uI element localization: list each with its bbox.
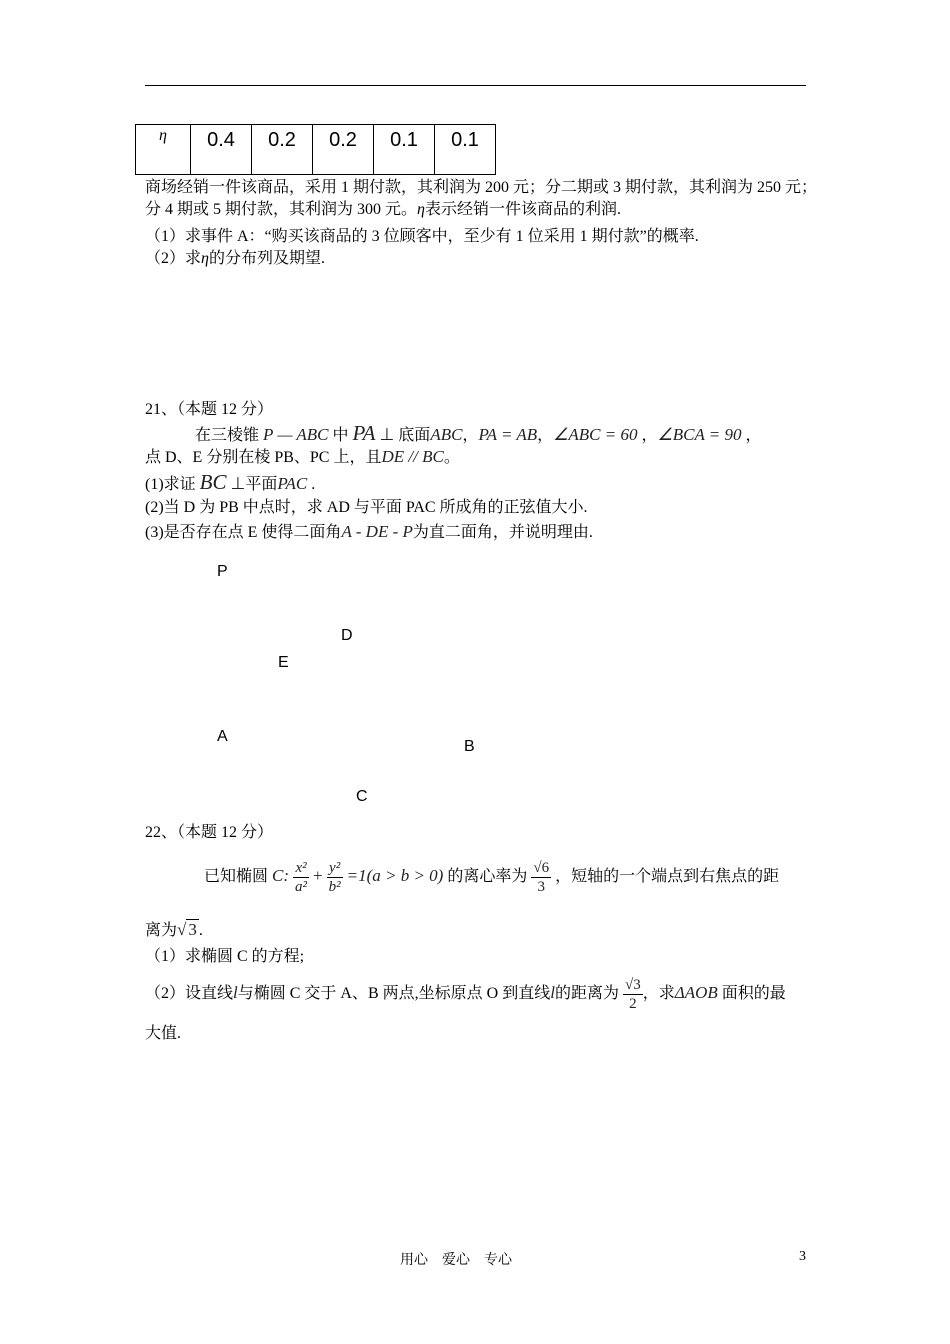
q21-l1-c: 底面 bbox=[398, 427, 431, 444]
q22-l1-d: ，短轴的一个端点到右焦点的距 bbox=[555, 868, 780, 885]
q20-line1: 商场经销一件该商品，采用 1 期付款，其利润为 200 元；分二期或 3 期付款，其利润为 250 元； bbox=[145, 179, 818, 196]
q21-l3-a: (1)求证 bbox=[145, 476, 196, 493]
table-row bbox=[136, 125, 496, 175]
q21-line4: (2)当 D 为 PB 中点时，求 AD 与平面 PAC 所成角的正弦值大小. bbox=[145, 499, 588, 516]
q22-p2-b: 与椭圆 C 交于 A、B 两点,坐标原点 O 到直线 bbox=[237, 985, 551, 1002]
figure-label-p: P bbox=[217, 563, 228, 580]
q21-l3-b: 平面 bbox=[245, 476, 278, 493]
table-cell: 0.2 bbox=[252, 125, 313, 175]
q20-line2-b: 表示经销一件该商品的利润. bbox=[424, 201, 621, 218]
eta-symbol: η bbox=[201, 250, 209, 267]
q22-part1: （1）求椭圆 C 的方程; bbox=[145, 948, 305, 965]
q21-l2-a: 点 D、E 分别在棱 PB、PC 上，且 bbox=[145, 449, 382, 466]
math-c: C: bbox=[272, 866, 290, 885]
table-cell: 0.2 bbox=[313, 125, 374, 175]
q20-part2 bbox=[145, 248, 325, 270]
math-pac: PAC bbox=[277, 474, 308, 493]
distance-fraction: $\frac{√3}{2}$ bbox=[624, 976, 641, 1012]
q21-l1-e: ， bbox=[537, 427, 554, 444]
q22-l1-b: 的离心率为 bbox=[447, 868, 528, 885]
q22-part2 bbox=[145, 975, 786, 1013]
figure-label-e: E bbox=[278, 654, 289, 671]
q22-p2-e: 面积的最 bbox=[721, 985, 786, 1002]
math-angle-bca: ∠BCA = 90 bbox=[657, 425, 742, 444]
table-cell: 0.1 bbox=[374, 125, 435, 175]
q21-line5 bbox=[145, 521, 593, 544]
q22-p2-a: （2）设直线 bbox=[145, 985, 234, 1002]
q21-l5-b: 为直二面角，并说明理由. bbox=[412, 524, 593, 541]
table-label: η bbox=[136, 125, 191, 175]
q21-l1-f: ， bbox=[641, 427, 658, 444]
eta-symbol: η bbox=[417, 201, 425, 218]
math-bc: BC bbox=[199, 470, 227, 494]
q20-part2-b: 的分布列及期望. bbox=[208, 250, 325, 267]
q20-part2-a: （2）求 bbox=[145, 250, 202, 267]
q22-l2-b: . bbox=[198, 922, 203, 939]
q21-l1-g: ， bbox=[745, 427, 762, 444]
sqrt-3: √ 3 bbox=[177, 920, 197, 939]
plus-sign: + bbox=[313, 866, 323, 885]
math-pa-eq-ab: PA = AB bbox=[478, 425, 538, 444]
q20-part1: （1）求事件 A：“购买该商品的 3 位顾客中，至少有 1 位采用 1 期付款”的概率. bbox=[145, 228, 699, 245]
table-cell: 0.1 bbox=[435, 125, 496, 175]
fraction-y2-b2: $\frac{\text{y²}}{\text{b²}}$ bbox=[328, 859, 341, 895]
q21-line1 bbox=[195, 422, 762, 447]
footer-motto: 用心 爱心 专心 bbox=[400, 1253, 512, 1268]
perp-symbol: ⊥ bbox=[379, 425, 395, 444]
math-p-abc: P — ABC bbox=[263, 425, 329, 444]
figure-label-a: A bbox=[217, 728, 228, 745]
q21-l1-b: 中 bbox=[332, 427, 349, 444]
q22-p2-d: ，求 bbox=[642, 985, 675, 1002]
q20-line2-a: 分 4 期或 5 期付款，其利润为 300 元。 bbox=[145, 201, 418, 218]
math-triangle-aob: ΔAOB bbox=[674, 983, 718, 1002]
q21-header: 21、（本题 12 分） bbox=[145, 401, 274, 418]
header-rule bbox=[145, 85, 806, 86]
q22-part2-cont: 大值. bbox=[145, 1025, 182, 1042]
fraction-x2-a2: $\frac{\text{x²}}{\text{a²}}$ bbox=[295, 859, 308, 895]
q21-l2-b: 。 bbox=[443, 449, 460, 466]
math-l: l bbox=[233, 983, 238, 1002]
math-a-de-p: A - DE - P bbox=[341, 522, 413, 541]
table-cell: 0.4 bbox=[191, 125, 252, 175]
q21-l1-a: 在三棱锥 bbox=[195, 427, 260, 444]
q20-line2 bbox=[145, 199, 621, 221]
q22-line2 bbox=[145, 919, 203, 942]
distribution-table bbox=[135, 124, 496, 175]
q21-line3 bbox=[145, 471, 315, 496]
q21-line2 bbox=[145, 446, 460, 469]
eccentricity-fraction: $\frac{√6}{3}$ bbox=[533, 859, 550, 895]
page-number: 3 bbox=[799, 1249, 806, 1264]
q21-l1-d: ， bbox=[462, 427, 479, 444]
perp-symbol: ⊥ bbox=[230, 474, 246, 493]
math-pa: PA bbox=[352, 421, 376, 445]
figure-label-c: C bbox=[356, 788, 368, 805]
figure-label-d: D bbox=[341, 627, 353, 644]
q22-header: 22、（本题 12 分） bbox=[145, 824, 274, 841]
math-angle-abc: ∠ABC = 60 bbox=[553, 425, 638, 444]
math-de-parallel-bc: DE // BC bbox=[381, 447, 444, 466]
q22-line1 bbox=[204, 858, 779, 896]
q22-l2-a: 离为 bbox=[145, 922, 178, 939]
q21-l5-a: (3)是否存在点 E 使得二面角 bbox=[145, 524, 342, 541]
math-l: l bbox=[550, 983, 555, 1002]
figure-label-b: B bbox=[464, 738, 475, 755]
math-abc: ABC bbox=[430, 425, 463, 444]
q21-l3-c: . bbox=[311, 476, 316, 493]
q22-l1-a: 已知椭圆 bbox=[204, 868, 269, 885]
math-eq-condition: =1(a > b > 0) bbox=[346, 866, 444, 885]
q22-p2-c: 的距离为 bbox=[554, 985, 619, 1002]
